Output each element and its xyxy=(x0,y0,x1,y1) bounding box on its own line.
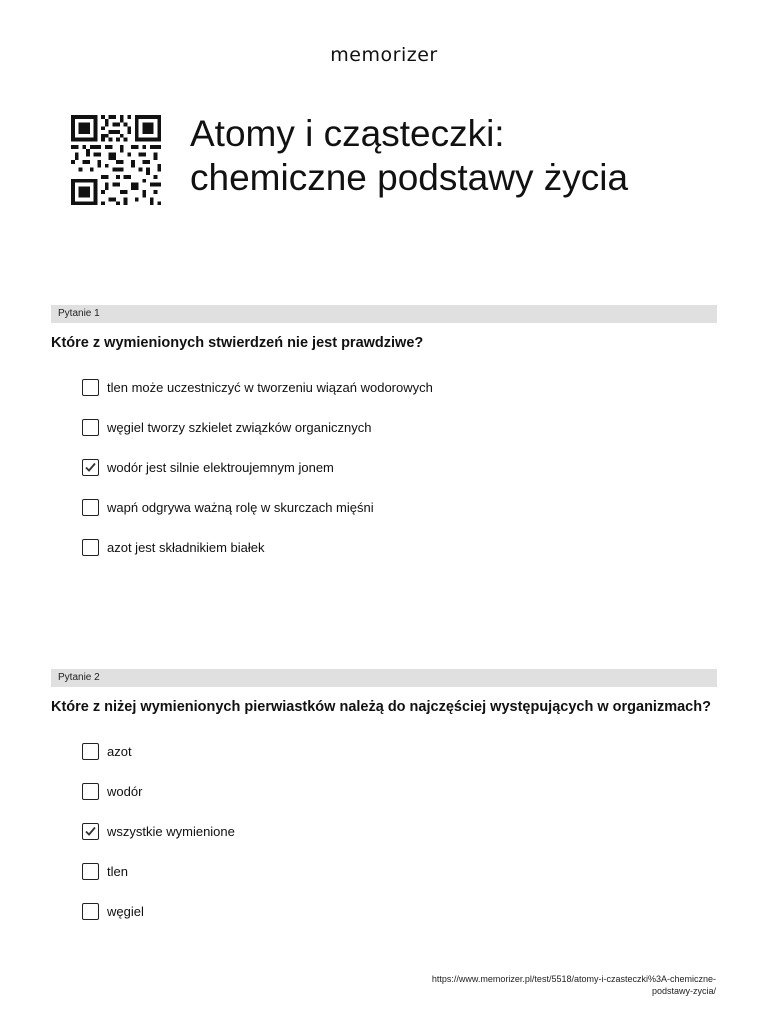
question-2-header xyxy=(51,669,717,687)
option-item[interactable] xyxy=(82,377,433,397)
checkbox[interactable] xyxy=(82,499,99,516)
option-label: azot xyxy=(107,743,132,759)
checkbox[interactable] xyxy=(82,419,99,436)
checkbox[interactable] xyxy=(82,783,99,800)
option-label: tlen może uczestniczyć w tworzeniu wiązań wodorowych xyxy=(107,379,433,395)
title-line-2: chemiczne podstawy życia xyxy=(190,157,629,198)
checkbox[interactable] xyxy=(82,743,99,760)
checkmark-icon xyxy=(84,825,97,838)
option-label: wapń odgrywa ważną rolę w skurczach mięśni xyxy=(107,499,374,515)
option-label: wodór jest silnie elektroujemnym jonem xyxy=(107,459,334,475)
title-line-1: Atomy i cząsteczki: xyxy=(190,113,505,154)
question-label: Pytanie 2 xyxy=(58,672,100,683)
checkbox-checked[interactable] xyxy=(82,459,99,476)
option-label: węgiel xyxy=(107,903,144,919)
option-label: wszystkie wymienione xyxy=(107,823,235,839)
option-item[interactable] xyxy=(82,821,235,841)
option-item[interactable] xyxy=(82,457,334,477)
checkbox-checked[interactable] xyxy=(82,823,99,840)
checkbox[interactable] xyxy=(82,379,99,396)
option-item[interactable] xyxy=(82,497,374,517)
option-item[interactable] xyxy=(82,417,371,437)
question-2-text: Które z niżej wymienionych pierwiastków należą do najczęściej występujących w organizmach? xyxy=(51,699,711,715)
checkbox[interactable] xyxy=(82,539,99,556)
option-label: wodór xyxy=(107,783,143,799)
option-item[interactable] xyxy=(82,781,142,801)
footer-url-line-1: https://www.memorizer.pl/test/5518/atomy-i-czasteczki%3A-chemiczne- xyxy=(431,974,716,984)
option-label: azot jest składnikiem białek xyxy=(107,539,265,555)
qr-code-icon xyxy=(68,115,164,205)
checkbox[interactable] xyxy=(82,863,99,880)
option-label: węgiel tworzy szkielet związków organicznych xyxy=(107,419,372,435)
option-item[interactable] xyxy=(82,901,144,921)
option-item[interactable] xyxy=(82,741,132,761)
test-title xyxy=(190,112,730,200)
footer-url-line-2: podstawy-zycia/ xyxy=(651,986,716,996)
question-label: Pytanie 1 xyxy=(58,308,100,319)
checkmark-icon xyxy=(84,461,97,474)
question-1-text: Które z wymienionych stwierdzeń nie jest prawdziwe? xyxy=(51,335,424,351)
option-item[interactable] xyxy=(82,861,128,881)
question-1-header xyxy=(51,305,717,323)
checkbox[interactable] xyxy=(82,903,99,920)
memorizer-logo: memorizer xyxy=(330,44,438,66)
footer-url[interactable] xyxy=(396,973,716,997)
option-item[interactable] xyxy=(82,537,265,557)
option-label: tlen xyxy=(107,863,128,879)
